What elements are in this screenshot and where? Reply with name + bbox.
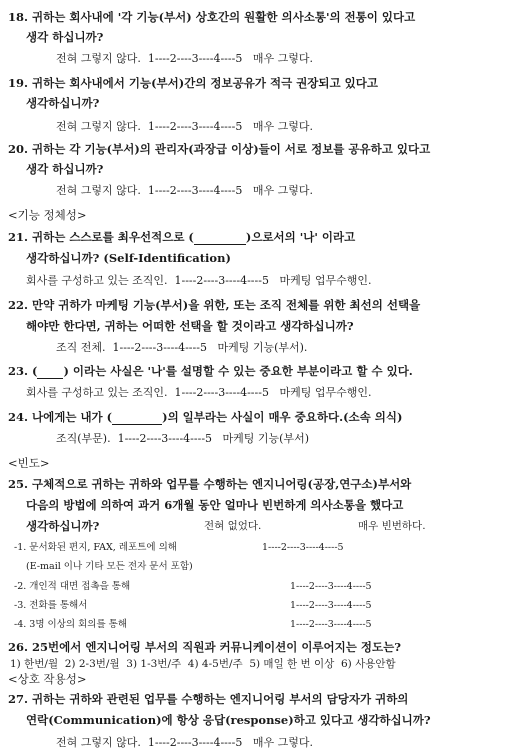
- section-heading-identity: <기능 정체성>: [8, 208, 87, 222]
- question-23-prefix: 23. (: [8, 364, 38, 378]
- question-25-item-2-label: -2. 개인적 대면 접촉을 통해: [14, 581, 131, 592]
- question-25-line1: 25. 구체적으로 귀하는 귀하와 업무를 수행하는 엔지니어링(공장,연구소)부서와: [8, 477, 412, 491]
- question-25-item-4-label: -4. 3명 이상의 회의를 통해: [14, 619, 127, 630]
- section-heading-frequency: <빈도>: [8, 456, 50, 470]
- question-25-scale-right-label: 매우 빈번하다.: [358, 520, 426, 532]
- question-25-line2: 다음의 방법에 의하여 과거 6개월 동안 얼마나 빈번하게 의사소통을 했다고: [26, 498, 404, 512]
- question-19-scale: 전혀 그렇지 않다. 1----2----3----4----5 매우 그렇다.: [56, 120, 313, 133]
- question-24-scale: 조직(부문). 1----2----3----4----5 마케팅 기능(부서): [56, 432, 309, 445]
- question-23-suffix: ) 이라는 사실은 '나'를 설명할 수 있는 중요한 부분이라고 할 수 있다.: [63, 364, 413, 378]
- question-23-scale: 회사를 구성하고 있는 조직인. 1----2----3----4----5 마케팅 업무수행인.: [26, 386, 372, 399]
- question-20-line2: 생각 하십니까?: [26, 162, 104, 176]
- question-21-line2: 생각하십니까? (Self-Identification): [26, 251, 231, 265]
- question-24-blank: [112, 410, 162, 425]
- question-25-item-1-scale: 1----2----3----4----5: [262, 542, 344, 553]
- question-21-scale: 회사를 구성하고 있는 조직인. 1----2----3----4----5 마케팅 업무수행인.: [26, 274, 372, 287]
- question-25-item-3-label: -3. 전화를 통해서: [14, 600, 88, 611]
- section-heading-interaction: <상호 작용성>: [8, 672, 87, 686]
- question-27-line1: 27. 귀하는 귀하와 관련된 업무를 수행하는 엔지니어링 부서의 담당자가 귀하의: [8, 692, 409, 706]
- question-25-line3: 생각하십니까?: [26, 519, 100, 533]
- question-26-line1: 26. 25번에서 엔지니어링 부서의 직원과 커뮤니케이션이 이루어지는 정도는?: [8, 640, 401, 654]
- question-18-line1: 18. 귀하는 회사내에 '각 기능(부서) 상호간의 원활한 의사소통'의 전통이 있다고: [8, 10, 416, 24]
- question-21-blank: [194, 230, 246, 245]
- question-23-line1: [8, 364, 413, 379]
- question-21-suffix: )으로서의 '나' 이라고: [245, 230, 356, 244]
- question-22-line2: 해야만 한다면, 귀하는 어떠한 선택을 할 것이라고 생각하십니까?: [26, 319, 354, 333]
- question-24-line1: [8, 410, 402, 425]
- question-18-scale: 전혀 그렇지 않다. 1----2----3----4----5 매우 그렇다.: [56, 52, 313, 65]
- question-25-item-2-scale: 1----2----3----4----5: [290, 581, 372, 592]
- question-18-line2: 생각 하십니까?: [26, 30, 104, 44]
- question-27-line2: 연락(Communication)에 항상 응답(response)하고 있다고 생각하십니까?: [26, 713, 431, 727]
- question-25-scale-left-label: 전혀 없었다.: [204, 520, 262, 532]
- question-26-options: 1) 한번/월 2) 2-3번/월 3) 1-3번/주 4) 4-5번/주 5) 매일 한 번 이상 6) 사용안함: [10, 658, 396, 670]
- question-24-prefix: 24. 나에게는 내가 (: [8, 410, 113, 424]
- question-21-line1: [8, 230, 355, 245]
- question-19-line2: 생각하십니까?: [26, 96, 100, 110]
- question-25-item-4-scale: 1----2----3----4----5: [290, 619, 372, 630]
- question-20-scale: 전혀 그렇지 않다. 1----2----3----4----5 매우 그렇다.: [56, 184, 313, 197]
- question-25-item-3-scale: 1----2----3----4----5: [290, 600, 372, 611]
- question-19-line1: 19. 귀하는 회사내에서 기능(부서)간의 정보공유가 적극 권장되고 있다고: [8, 76, 378, 90]
- question-22-scale: 조직 전체. 1----2----3----4----5 마케팅 기능(부서).: [56, 341, 308, 354]
- question-20-line1: 20. 귀하는 각 기능(부서)의 관리자(과장급 이상)들이 서로 정보를 공유하고 있다고: [8, 142, 431, 156]
- question-25-item-1-note: (E-mail 이나 기타 모든 전자 문서 포함): [26, 561, 193, 572]
- question-25-item-1-label: -1. 문서화된 편지, FAX, 레포트에 의해: [14, 542, 177, 553]
- question-27-scale: 전혀 그렇지 않다. 1----2----3----4----5 매우 그렇다.: [56, 736, 313, 749]
- question-24-suffix: )의 일부라는 사실이 매우 중요하다.(소속 의식): [162, 410, 403, 424]
- question-22-line1: 22. 만약 귀하가 마케팅 기능(부서)을 위한, 또는 조직 전체를 위한 최선의 선택을: [8, 298, 421, 312]
- question-23-blank: [37, 364, 63, 379]
- question-21-prefix: 21. 귀하는 스스로를 최우선적으로 (: [8, 230, 194, 244]
